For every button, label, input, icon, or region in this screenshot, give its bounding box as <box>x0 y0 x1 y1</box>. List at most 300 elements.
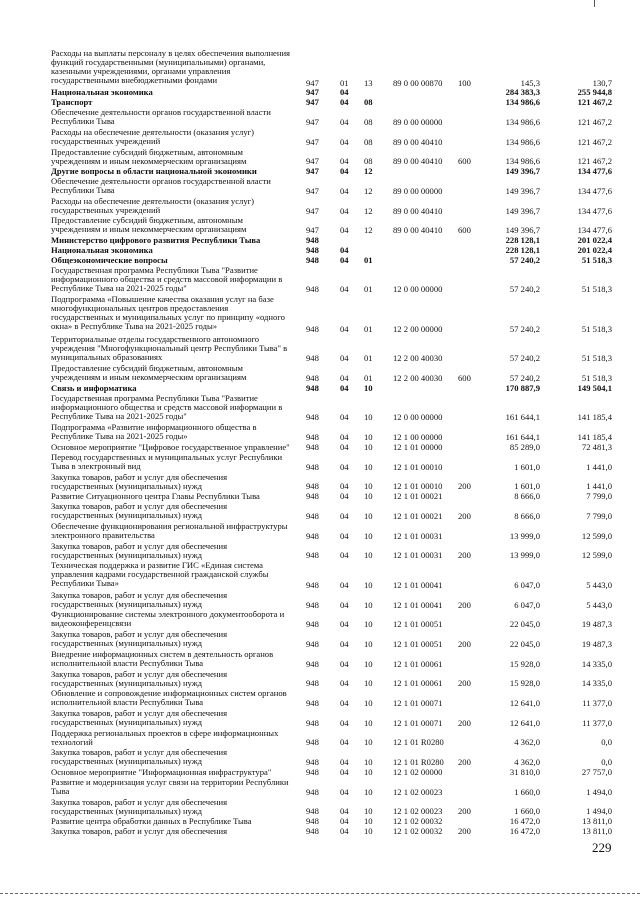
cell-rz: 04 <box>340 826 349 837</box>
cell-vr: 200 <box>458 550 471 561</box>
row-description-line: Обеспечение деятельности органов государственной власти <box>51 108 271 118</box>
cell-pr: 10 <box>364 491 373 502</box>
row-description-line: муниципальных образованиях <box>51 351 163 362</box>
cell-pr: 10 <box>364 806 373 817</box>
cell-gr: 948 <box>306 412 319 423</box>
cell-amount-1: 161 644,1 <box>505 432 540 443</box>
row-description-line: государственных (муниципальных) нужд <box>51 805 203 816</box>
cell-amount-2: 1 441,0 <box>586 461 612 472</box>
table-row <box>0 197 640 217</box>
row-description-line: Республики Тыва <box>51 116 115 127</box>
row-description-line: Республике Тыва на 2021-2025 годы" <box>51 410 187 421</box>
row-description <box>51 384 299 393</box>
cell-amount-1: 13 999,0 <box>509 530 540 541</box>
cell-vr: 200 <box>458 717 471 728</box>
table-row <box>0 817 640 827</box>
row-description <box>51 650 299 668</box>
cell-rz: 04 <box>340 87 349 98</box>
row-description <box>51 817 299 826</box>
cell-amount-1: 57 240,2 <box>509 373 540 384</box>
table-row <box>0 827 640 837</box>
cell-cs: 12 2 00 40030 <box>393 353 443 364</box>
row-description-line: Техническая поддержка и развитие ГИС «Единая система <box>51 561 263 571</box>
cell-amount-2: 51 518,3 <box>581 373 612 384</box>
row-description-line: Поддержка региональных проектов в сфере информационных <box>51 728 279 738</box>
cell-amount-2: 1 441,0 <box>586 481 612 492</box>
row-description-line: государственных (муниципальных) нужд <box>51 677 203 688</box>
cell-pr: 10 <box>364 412 373 423</box>
row-description-line: Республики Тыва» <box>51 578 119 589</box>
cell-gr: 948 <box>306 816 319 827</box>
cell-amount-2: 134 477,6 <box>577 225 612 236</box>
cell-rz: 04 <box>340 698 349 709</box>
cell-cs: 12 1 01 00051 <box>393 638 443 649</box>
row-description-line: информационного общества и средств массовой информации в <box>51 401 283 412</box>
cell-amount-2: 121 467,2 <box>577 136 612 147</box>
cell-gr: 947 <box>306 87 319 98</box>
row-description-line: Государственная программа Республики Тыва "Развитие <box>51 393 258 403</box>
cell-rz: 04 <box>340 412 349 423</box>
cell-rz: 04 <box>340 185 349 196</box>
cell-amount-2: 11 377,0 <box>582 717 612 728</box>
row-description-line: Закупка товаров, работ и услуг для обеспечения <box>51 630 228 640</box>
table-row <box>0 748 640 768</box>
table-row <box>0 98 640 108</box>
cell-amount-2: 12 599,0 <box>581 530 612 541</box>
table-row <box>0 650 640 670</box>
row-description <box>51 335 299 362</box>
cell-rz: 04 <box>340 136 349 147</box>
row-description-line: Предоставление субсидий бюджетным, автономным <box>51 147 243 157</box>
cell-amount-1: 6 047,0 <box>514 579 540 590</box>
cell-amount-2: 5 443,0 <box>586 579 612 590</box>
cell-rz: 01 <box>340 77 349 88</box>
row-description-line: видеоконференцсвязи <box>51 618 132 629</box>
row-description <box>51 266 299 293</box>
cell-amount-1: 228 128,1 <box>505 235 540 246</box>
cell-cs: 89 0 00 40410 <box>393 225 443 236</box>
cell-gr: 948 <box>306 481 319 492</box>
table-row <box>0 167 640 177</box>
cell-gr: 948 <box>306 550 319 561</box>
row-description-line: технологий <box>51 736 93 747</box>
table-row <box>0 630 640 650</box>
cell-pr: 12 <box>364 166 373 177</box>
cell-cs: 12 0 00 00000 <box>393 412 443 423</box>
table-row <box>0 108 640 128</box>
cell-amount-1: 161 644,1 <box>505 412 540 423</box>
table-row <box>0 266 640 296</box>
cell-amount-2: 7 799,0 <box>586 510 612 521</box>
row-description-line: Развитие центра обработки данных в Республике Тыва <box>51 817 252 827</box>
row-description-line: государственных (муниципальных) нужд <box>51 510 203 521</box>
cell-gr: 947 <box>306 225 319 236</box>
cell-amount-2: 7 799,0 <box>586 491 612 502</box>
cell-cs: 12 1 01 00000 <box>393 442 443 452</box>
row-description-line: Государственная программа Республики Тыва "Развитие <box>51 265 258 275</box>
row-description <box>51 98 299 107</box>
cell-vr: 200 <box>458 757 471 768</box>
row-description <box>51 443 299 452</box>
cell-amount-2: 141 185,4 <box>577 412 612 423</box>
table-row <box>0 236 640 246</box>
cell-pr: 10 <box>364 638 373 649</box>
cell-gr: 948 <box>306 353 319 364</box>
table-row <box>0 610 640 630</box>
cell-amount-1: 13 999,0 <box>509 550 540 561</box>
cell-amount-2: 14 335,0 <box>581 658 612 669</box>
row-description <box>51 88 299 97</box>
cell-pr: 10 <box>364 698 373 709</box>
cell-pr: 10 <box>364 530 373 541</box>
row-description <box>51 453 299 471</box>
cell-amount-1: 15 928,0 <box>509 658 540 669</box>
row-description <box>51 689 299 707</box>
cell-amount-1: 149 396,7 <box>505 205 540 216</box>
cell-rz: 04 <box>340 737 349 748</box>
row-description-line: Национальная экономика <box>51 88 153 98</box>
row-description-line: Закупка товаров, работ и услуг для обеспечения <box>51 541 228 551</box>
row-description <box>51 364 299 382</box>
cell-amount-1: 149 396,7 <box>505 225 540 236</box>
cell-pr: 10 <box>364 816 373 827</box>
table-row <box>0 177 640 197</box>
cell-cs: 89 0 00 40410 <box>393 156 443 167</box>
cell-amount-2: 51 518,3 <box>581 284 612 295</box>
cell-amount-1: 12 641,0 <box>509 717 540 728</box>
cell-pr: 12 <box>364 205 373 216</box>
cell-pr: 10 <box>364 678 373 689</box>
cell-rz: 04 <box>340 619 349 630</box>
row-description-line: Закупка товаров, работ и услуг для обеспечения <box>51 472 228 482</box>
cell-gr: 948 <box>306 382 319 393</box>
row-description-line: исполнительной власти Республики Тыва <box>51 697 204 708</box>
cell-gr: 948 <box>306 757 319 768</box>
cell-cs: 12 1 01 00041 <box>393 579 443 590</box>
cell-amount-1: 6 047,0 <box>514 599 540 610</box>
cell-gr: 948 <box>306 235 319 246</box>
cell-cs: 12 2 00 00000 <box>393 323 443 334</box>
cell-pr: 10 <box>364 510 373 521</box>
cell-amount-1: 134 986,6 <box>505 156 540 167</box>
table-row <box>0 542 640 562</box>
cell-rz: 04 <box>340 638 349 649</box>
table-row <box>0 384 640 394</box>
row-description-line: информационного общества и средств массовой информации в <box>51 273 283 284</box>
cell-amount-2: 51 518,3 <box>581 353 612 364</box>
row-description-line: Обеспечение функционирования региональной инфраструктуры <box>51 521 288 531</box>
cell-amount-1: 1 601,0 <box>514 481 540 492</box>
cell-cs: 12 1 01 00021 <box>393 510 443 521</box>
cell-amount-2: 11 377,0 <box>582 698 612 709</box>
cell-pr: 08 <box>364 97 373 108</box>
cell-amount-2: 134 477,6 <box>577 185 612 196</box>
row-description <box>51 522 299 540</box>
row-description-line: Расходы на обеспечение деятельности (оказания услуг) <box>51 127 255 137</box>
cell-gr: 948 <box>306 826 319 837</box>
table-row <box>0 798 640 818</box>
cell-cs: 89 0 00 00000 <box>393 185 443 196</box>
cell-rz: 04 <box>340 284 349 295</box>
row-description <box>51 768 299 777</box>
cell-gr: 948 <box>306 530 319 541</box>
cell-pr: 10 <box>364 786 373 797</box>
cell-pr: 10 <box>364 599 373 610</box>
cell-pr: 10 <box>364 619 373 630</box>
row-description-line: исполнительной власти Республики Тыва <box>51 657 204 668</box>
cell-pr: 01 <box>364 323 373 334</box>
cell-vr: 200 <box>458 510 471 521</box>
cell-cs: 89 0 00 00870 <box>393 77 443 88</box>
cell-cs: 12 1 01 00071 <box>393 717 443 728</box>
table-row <box>0 689 640 709</box>
row-description-line: учреждения "Многофункциональный центр Республики Тыва" в <box>51 342 288 353</box>
cell-rz: 04 <box>340 658 349 669</box>
row-description-line: Тыва в электронный вид <box>51 460 141 471</box>
cell-amount-1: 31 810,0 <box>509 767 540 778</box>
cell-pr: 10 <box>364 461 373 472</box>
cell-pr: 10 <box>364 550 373 561</box>
cell-pr: 10 <box>364 757 373 768</box>
cell-gr: 948 <box>306 717 319 728</box>
cell-pr: 10 <box>364 717 373 728</box>
cell-rz: 04 <box>340 432 349 443</box>
cell-amount-1: 228 128,1 <box>505 245 540 255</box>
row-description <box>51 197 299 215</box>
table-row <box>0 256 640 266</box>
table-row <box>0 423 640 443</box>
cell-gr: 948 <box>306 491 319 502</box>
cell-amount-1: 85 289,0 <box>509 442 540 452</box>
row-description-line: Национальная экономика <box>51 246 153 255</box>
cell-gr: 948 <box>306 599 319 610</box>
row-description <box>51 148 299 166</box>
cell-amount-2: 0,0 <box>601 757 612 768</box>
row-description-line: Расходы на обеспечение деятельности (оказания услуг) <box>51 196 255 206</box>
cell-rz: 04 <box>340 550 349 561</box>
cell-amount-1: 15 928,0 <box>509 678 540 689</box>
cell-amount-1: 149 396,7 <box>505 185 540 196</box>
cell-pr: 10 <box>364 382 373 393</box>
row-description-line: государственных (муниципальных) нужд <box>51 480 203 491</box>
row-description <box>51 561 299 588</box>
cell-rz: 04 <box>340 530 349 541</box>
row-description-line: государственных (муниципальных) нужд <box>51 756 203 767</box>
row-description <box>51 128 299 146</box>
cell-amount-1: 149 396,7 <box>505 166 540 177</box>
cell-amount-1: 8 666,0 <box>514 510 540 521</box>
row-description-line: государственных учреждений <box>51 204 161 215</box>
cell-rz: 04 <box>340 510 349 521</box>
cell-amount-1: 57 240,2 <box>509 353 540 364</box>
cell-amount-2: 141 185,4 <box>577 432 612 443</box>
row-description-line: Перевод государственных и муниципальных услуг Республики <box>51 452 283 462</box>
row-description-line: Развитие и модернизация услуг связи на территории Республики <box>51 777 289 787</box>
cell-gr: 948 <box>306 638 319 649</box>
row-description <box>51 542 299 560</box>
cell-pr: 13 <box>364 77 373 88</box>
row-description-line: казенными учреждениями, органами управления <box>51 66 231 76</box>
cell-gr: 948 <box>306 579 319 590</box>
cell-cs: 12 1 02 00000 <box>393 767 443 778</box>
row-description-line: функций государственными (муниципальными) органами, <box>51 57 266 67</box>
cell-gr: 948 <box>306 442 319 452</box>
cell-gr: 948 <box>306 245 319 255</box>
cell-amount-2: 27 757,0 <box>581 767 612 778</box>
cell-cs: 12 1 01 00031 <box>393 550 443 561</box>
cell-gr: 947 <box>306 97 319 108</box>
cell-rz: 04 <box>340 166 349 177</box>
table-row <box>0 522 640 542</box>
cell-amount-2: 72 481,3 <box>581 442 612 452</box>
row-description <box>51 216 299 234</box>
cell-amount-1: 145,3 <box>520 77 540 88</box>
row-description-line: управления кадрами государственной гражданской службы <box>51 569 269 580</box>
row-description-line: Закупка товаров, работ и услуг для обеспечения <box>51 502 228 512</box>
table-row <box>0 394 640 424</box>
cell-cs: 12 1 01 00051 <box>393 619 443 630</box>
cell-cs: 12 1 01 R0280 <box>393 757 444 768</box>
cell-pr: 10 <box>364 579 373 590</box>
cell-gr: 947 <box>306 156 319 167</box>
row-description <box>51 630 299 648</box>
table-row <box>0 295 640 334</box>
table-row <box>0 561 640 591</box>
cell-vr: 200 <box>458 599 471 610</box>
cell-gr: 948 <box>306 619 319 630</box>
cell-pr: 10 <box>364 481 373 492</box>
cell-rz: 04 <box>340 678 349 689</box>
cell-pr: 08 <box>364 136 373 147</box>
cell-amount-1: 12 641,0 <box>509 698 540 709</box>
row-description <box>51 748 299 766</box>
page-number: 229 <box>592 840 612 855</box>
cell-amount-1: 1 660,0 <box>514 786 540 797</box>
row-description-line: государственных (муниципальных) нужд <box>51 549 203 560</box>
row-description-line: государственных учреждений <box>51 135 161 146</box>
cell-pr: 10 <box>364 658 373 669</box>
cell-pr: 08 <box>364 156 373 167</box>
cell-gr: 948 <box>306 678 319 689</box>
cell-amount-1: 1 660,0 <box>514 806 540 817</box>
row-description-line: Транспорт <box>51 98 93 108</box>
table-row <box>0 709 640 729</box>
cell-amount-2: 14 335,0 <box>581 678 612 689</box>
row-description-line: многофункциональных центров предоставления <box>51 303 229 314</box>
cell-vr: 100 <box>458 77 471 88</box>
cell-pr: 10 <box>364 737 373 748</box>
cell-vr: 200 <box>458 678 471 689</box>
cell-amount-2: 130,7 <box>592 77 612 88</box>
cell-vr: 200 <box>458 826 471 837</box>
table-row <box>0 246 640 256</box>
cell-vr: 600 <box>458 225 471 236</box>
cell-pr: 10 <box>364 767 373 778</box>
cell-gr: 947 <box>306 185 319 196</box>
cell-amount-2: 13 811,0 <box>582 826 612 837</box>
row-description-line: Обновление и сопровождение информационных систем органов <box>51 689 287 699</box>
row-description-line: Республике Тыва на 2021-2025 годы» <box>51 431 188 442</box>
cell-gr: 948 <box>306 323 319 334</box>
cell-rz: 04 <box>340 323 349 334</box>
cell-pr: 12 <box>364 185 373 196</box>
row-description <box>51 670 299 688</box>
cell-gr: 948 <box>306 510 319 521</box>
cell-rz: 04 <box>340 757 349 768</box>
row-description <box>51 295 299 331</box>
row-description-line: Функционирование системы электронного документооборота и <box>51 610 285 620</box>
cell-rz: 04 <box>340 254 349 265</box>
cell-pr: 10 <box>364 442 373 452</box>
row-description <box>51 394 299 421</box>
cell-vr: 200 <box>458 481 471 492</box>
cell-amount-1: 170 887,9 <box>505 382 540 393</box>
table-row <box>0 670 640 690</box>
cell-rz: 04 <box>340 599 349 610</box>
cell-cs: 12 1 02 00023 <box>393 786 443 797</box>
cell-rz: 04 <box>340 461 349 472</box>
row-description-line: Внедрение информационных систем в деятельность органов <box>51 649 274 659</box>
row-description <box>51 492 299 501</box>
row-description-line: Подпрограмма «Повышение качества оказания услуг на базе <box>51 295 274 305</box>
cell-amount-2: 51 518,3 <box>581 254 612 265</box>
row-description-line: Развитие Ситуационного центра Главы Республики Тыва <box>51 492 260 502</box>
row-description-line: Основное мероприятие "Цифровое государственное управление" <box>51 443 290 452</box>
row-description-line: учреждениям и иным некоммерческим организациям <box>51 372 247 383</box>
row-description <box>51 591 299 609</box>
cell-gr: 948 <box>306 461 319 472</box>
row-description <box>51 423 299 441</box>
row-description <box>51 778 299 796</box>
cell-amount-1: 16 472,0 <box>509 826 540 837</box>
cell-amount-2: 1 494,0 <box>586 786 612 797</box>
table-row <box>0 148 640 168</box>
cell-rz: 04 <box>340 245 349 255</box>
cell-cs: 12 1 02 00032 <box>393 826 443 837</box>
cell-cs: 12 1 01 R0280 <box>393 737 444 748</box>
row-description <box>51 473 299 491</box>
cell-gr: 948 <box>306 432 319 443</box>
row-description-line: Закупка товаров, работ и услуг для обеспечения <box>51 797 228 807</box>
row-description-line: Закупка товаров, работ и услуг для обеспечения <box>51 827 228 837</box>
cell-amount-1: 57 240,2 <box>509 323 540 334</box>
table-row <box>0 128 640 148</box>
cell-gr: 948 <box>306 254 319 265</box>
cell-amount-1: 4 362,0 <box>514 737 540 748</box>
cell-amount-1: 134 986,6 <box>505 136 540 147</box>
cell-gr: 948 <box>306 698 319 709</box>
cell-gr: 947 <box>306 205 319 216</box>
row-description-line: Расходы на выплаты персоналу в целях обеспечения выполнения <box>51 49 291 58</box>
row-description-line: учреждениям и иным некоммерческим организациям <box>51 224 247 235</box>
cell-amount-2: 0,0 <box>601 737 612 748</box>
cell-rz: 04 <box>340 373 349 384</box>
cell-pr: 01 <box>364 373 373 384</box>
cell-amount-2: 149 504,1 <box>577 382 612 393</box>
cell-pr: 01 <box>364 254 373 265</box>
row-description <box>51 108 299 126</box>
row-description-line: Тыва <box>51 785 70 796</box>
row-description-line: Общеэкономические вопросы <box>51 255 168 265</box>
cell-cs: 12 1 01 00031 <box>393 530 443 541</box>
cell-cs: 12 1 01 00010 <box>393 461 443 472</box>
row-description-line: Министерство цифрового развития Республики Тыва <box>51 236 261 246</box>
cell-rz: 04 <box>340 156 349 167</box>
row-description-line: Республике Тыва на 2021-2025 годы" <box>51 282 187 293</box>
cell-vr: 200 <box>458 638 471 649</box>
cell-amount-1: 134 986,6 <box>505 97 540 108</box>
row-description-line: Закупка товаров, работ и услуг для обеспечения <box>51 748 228 758</box>
